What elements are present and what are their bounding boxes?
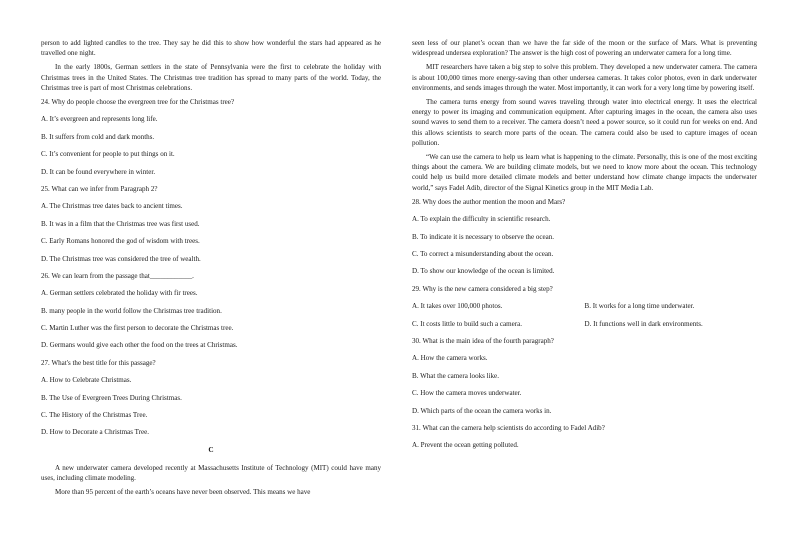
question-30: 30. What is the main idea of the fourth paragraph? <box>412 336 554 345</box>
passage-paragraph: The camera turns energy from sound waves traveling through water into electrical energy. It uses the electrical energy to power its imaging and communication equipment. After capturing images in the ocean, the camera also uses sound waves to send them to a receiver. The camera doesn’t need a power source, so it could run for weeks on end. And this allows scientists to search more parts of the ocean. The camera could also be used to capture images of ocean pollution. <box>412 98 757 147</box>
option-30c: C. How the camera moves underwater. <box>412 389 522 398</box>
option-27b: B. The Use of Evergreen Trees During Christmas. <box>41 393 182 402</box>
option-26d: D. Germans would give each other the food on the trees at Christmas. <box>41 341 238 350</box>
options-row <box>412 301 757 311</box>
option-25b: B. It was in a film that the Christmas tree was first used. <box>41 219 200 228</box>
option-26a: A. German settlers celebrated the holiday with fir trees. <box>41 289 198 298</box>
option-29a: A. It takes over 100,000 photos. <box>412 302 503 311</box>
option-28c: C. To correct a misunderstanding about the ocean. <box>412 250 554 259</box>
option-29b: B. It works for a long time underwater. <box>584 302 695 311</box>
option-26c: C. Martin Luther was the first person to decorate the Christmas tree. <box>41 324 234 333</box>
question-25: 25. What can we infer from Paragraph 2? <box>41 184 158 193</box>
option-25c: C. Early Romans honored the god of wisdom with trees. <box>41 237 200 246</box>
passage-paragraph: A new underwater camera developed recently at Massachusetts Institute of Technology (MIT) could have many uses, including climate modeling. <box>41 464 381 483</box>
option-28d: D. To show our knowledge of the ocean is limited. <box>412 267 555 276</box>
option-27a: A. How to Celebrate Christmas. <box>41 376 132 385</box>
right-column <box>412 38 757 458</box>
question-29: 29. Why is the new camera considered a big step? <box>412 284 553 293</box>
option-24d: D. It can be found everywhere in winter. <box>41 167 156 176</box>
left-column <box>41 38 381 502</box>
option-30a: A. How the camera works. <box>412 354 488 363</box>
option-27d: D. How to Decorate a Christmas Tree. <box>41 428 150 437</box>
question-31: 31. What can the camera help scientists do according to Fadel Adib? <box>412 423 605 432</box>
option-26b: B. many people in the world follow the Christmas tree tradition. <box>41 306 222 315</box>
question-26: 26. We can learn from the passage that____________. <box>41 271 194 280</box>
option-24b: B. It suffers from cold and dark months. <box>41 132 155 141</box>
option-27c: C. The History of the Christmas Tree. <box>41 411 148 420</box>
option-29d: D. It functions well in dark environments. <box>584 319 703 328</box>
options-row <box>412 319 757 329</box>
question-28: 28. Why does the author mention the moon and Mars? <box>412 197 566 206</box>
option-28b: B. To indicate it is necessary to observe the ocean. <box>412 232 555 241</box>
option-30b: B. What the camera looks like. <box>412 371 499 380</box>
section-heading: C <box>208 444 214 454</box>
option-28a: A. To explain the difficulty in scientific research. <box>412 215 551 224</box>
passage-paragraph: “We can use the camera to help us learn what is happening to the climate. Personally, this is one of the most exciting things about the camera. We are building climate models, but we need to know more about the ocean. This technology could help us build more detailed climate models and better understand how climate change impacts the underwater world,” says Fadel Adib, director of the Signal Kinetics group in the MIT Media Lab. <box>412 153 757 192</box>
passage-paragraph: In the early 1800s, German settlers in the state of Pennsylvania were the first to celebrate the holiday with Christmas trees in the United States. The Christmas tree tradition has spread to many parts of the world. Today, the Christmas tree is part of most Christmas celebrations. <box>41 63 381 92</box>
option-25d: D. The Christmas tree was considered the tree of wealth. <box>41 254 201 263</box>
option-31a: A. Prevent the ocean getting polluted. <box>412 441 519 450</box>
passage-paragraph: person to add lighted candles to the tree. They say he did this to show how wonderful the stars had appeared as he travelled one night. <box>41 39 381 58</box>
option-24a: A. It’s evergreen and represents long life. <box>41 115 158 124</box>
option-30d: D. Which parts of the ocean the camera works in. <box>412 406 552 415</box>
passage-paragraph: MIT researchers have taken a big step to solve this problem. They developed a new underwater camera. The camera is about 100,000 times more energy-saving than other undersea cameras. It takes color photos, even in dark underwater environments, and sends images through the water. Most importantly, it can work for a very long time by powering itself. <box>412 63 757 92</box>
question-24: 24. Why do people choose the evergreen tree for the Christmas tree? <box>41 98 235 107</box>
question-27: 27. What's the best title for this passage? <box>41 358 156 367</box>
option-24c: C. It’s convenient for people to put things on it. <box>41 150 175 159</box>
passage-paragraph: seen less of our planet’s ocean than we have the far side of the moon or the surface of Mars. What is preventing widespread undersea exploration? The answer is the high cost of powering an underwater camera for a long time. <box>412 39 757 58</box>
option-25a: A. The Christmas tree dates back to ancient times. <box>41 202 183 211</box>
passage-paragraph: More than 95 percent of the earth’s oceans have never been observed. This means we have <box>55 488 311 497</box>
option-29c: C. It costs little to build such a camera. <box>412 319 522 328</box>
